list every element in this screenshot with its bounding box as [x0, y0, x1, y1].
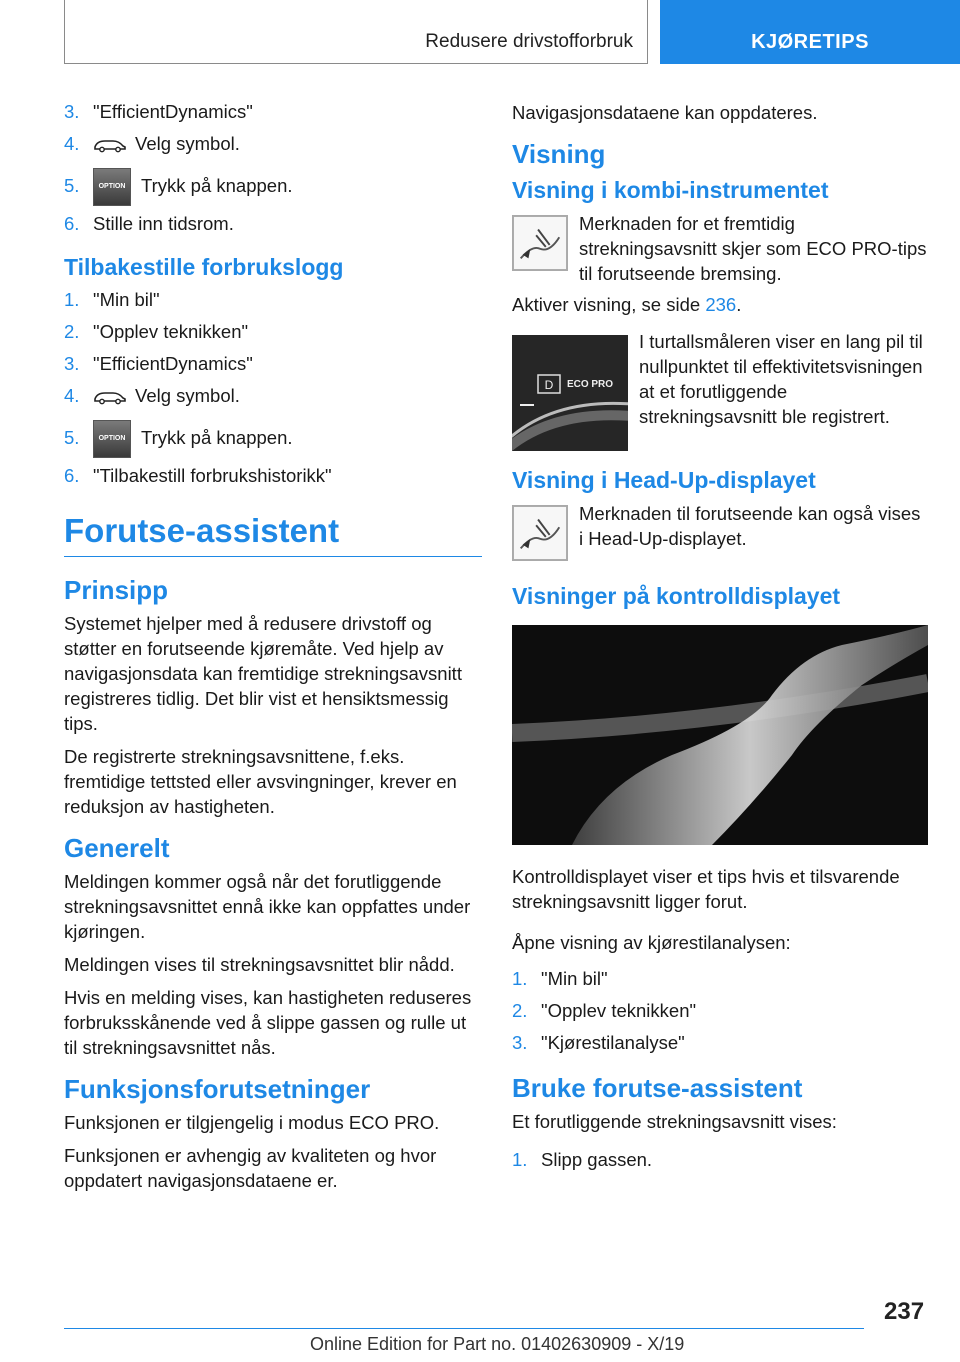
list-text: Velg symbol. — [135, 133, 240, 154]
page-link[interactable]: 236 — [705, 294, 737, 315]
list-item — [64, 288, 482, 312]
car-icon — [93, 389, 127, 405]
text: Aktiver visning, se side — [512, 294, 706, 315]
header-section-title: Redusere drivstofforbruk — [425, 31, 633, 52]
paragraph: Funksjonen er avhengig av kvaliteten og hvor oppdatert navigasjonsdataene er. — [64, 1145, 437, 1191]
list-number: 6. — [64, 465, 80, 486]
list-text: Trykk på knappen. — [141, 427, 293, 448]
road-display-image — [512, 625, 928, 845]
right-column — [512, 100, 928, 1180]
list-text: Stille inn tidsrom. — [93, 213, 234, 234]
paragraph: Et forutliggende strekningsavsnitt vises: — [512, 1111, 837, 1132]
list-text: Slipp gassen. — [541, 1149, 653, 1170]
list-item — [64, 212, 482, 236]
paragraph: Åpne visning av kjørestilanalysen: — [512, 932, 791, 953]
list-item — [64, 320, 482, 344]
list-text: "EfficientDynamics" — [93, 101, 253, 122]
page-number: 237 — [884, 1298, 925, 1325]
road-warning-icon — [512, 505, 568, 561]
option-button-icon: OPTION — [93, 420, 131, 458]
list-number: 6. — [64, 213, 80, 234]
left-column — [64, 100, 482, 1201]
list-item — [512, 999, 928, 1023]
list-text: "Min bil" — [93, 289, 160, 310]
heading-divider — [64, 556, 482, 557]
list-item — [512, 1031, 928, 1055]
list-text: "Kjørestilanalyse" — [541, 1032, 685, 1053]
paragraph: Meldingen vises til strekningsavsnittet blir nådd. — [64, 954, 455, 975]
list-text: "EfficientDynamics" — [93, 353, 253, 374]
dashboard-text: I turtallsmåleren viser en lang pil til nullpunktet til effektivitetsvisningen at et forutliggende strekningsavsnitt ble registrert. — [639, 331, 923, 427]
list-item — [64, 100, 482, 124]
list-item — [64, 132, 482, 156]
paragraph: De registrerte strekningsavsnittene, f.eks. fremtidige tettsted eller avsvingninger, krever en reduksjon av hastigheten. — [64, 746, 457, 817]
list-item — [64, 352, 482, 376]
list-text: "Min bil" — [541, 968, 608, 989]
header-section-box — [64, 0, 648, 64]
car-icon — [93, 137, 127, 153]
list-text: "Opplev teknikken" — [541, 1000, 697, 1021]
list-item — [512, 967, 928, 991]
paragraph: Kontrolldisplayet viser et tips hvis et tilsvarende strekningsavsnitt ligger forut. — [512, 866, 900, 912]
paragraph: Funksjonen er tilgjengelig i modus ECO PRO. — [64, 1112, 440, 1133]
option-button-icon: OPTION — [93, 168, 131, 206]
list-number: 5. — [64, 427, 80, 448]
eco-pro-label: ECO PRO — [566, 379, 614, 390]
tachometer-eco-image — [512, 335, 628, 451]
note-text: Merknaden for et fremtidig strekningsavsnitt skjer som ECO PRO-tips til forutseende bremsing. — [579, 213, 927, 284]
road-warning-icon — [512, 215, 568, 271]
gear-indicator: D — [544, 378, 554, 392]
note-kombi — [512, 211, 928, 286]
list-number: 2. — [512, 1000, 528, 1021]
heading-hud: Visning i Head-Up-displayet — [512, 467, 816, 493]
list-number: 1. — [512, 968, 528, 989]
paragraph: Systemet hjelper med å redusere drivstoff og støtter en forutseende kjøremåte. Ved hjelp av navigasjonsdata kan fremtidige strekningsavsnitt registreres tidlig. Det blir vist et hensiktsmessig tips. — [64, 613, 462, 734]
text: . — [736, 294, 742, 315]
list-text: Velg symbol. — [135, 385, 240, 406]
heading-general: Generelt — [64, 833, 170, 863]
list-item — [64, 384, 482, 408]
note-hud — [512, 501, 928, 561]
paragraph: Hvis en melding vises, kan hastigheten reduseres forbruksskånende ved å slippe gassen og rulle ut til strekningsavsnittet nås. — [64, 987, 472, 1058]
dashboard-figure — [512, 329, 928, 445]
footer-edition: Online Edition for Part no. 01402630909 - X/19 — [310, 1334, 685, 1354]
list-item — [64, 164, 482, 208]
list-number: 5. — [64, 175, 80, 196]
heading-prerequisites: Funksjonsforutsetninger — [64, 1074, 371, 1104]
heading-main: Forutse-assistent — [64, 512, 340, 549]
list-number: 3. — [512, 1032, 528, 1053]
heading-principle: Prinsipp — [64, 575, 169, 605]
list-number: 3. — [64, 101, 80, 122]
list-text: Trykk på knappen. — [141, 175, 293, 196]
header-chapter-tab[interactable] — [660, 0, 960, 64]
header-chapter-label: KJØRETIPS — [751, 31, 869, 53]
list-item — [64, 416, 482, 460]
list-text: "Tilbakestill forbrukshistorikk" — [93, 465, 332, 486]
heading-use: Bruke forutse-assistent — [512, 1073, 803, 1103]
paragraph: Meldingen kommer også når det forutliggende strekningsavsnittet ennå ikke kan oppfattes under kjøringen. — [64, 871, 471, 942]
list-item — [64, 464, 482, 488]
note-text: Merknaden til forutseende kan også vises i Head-Up-displayet. — [579, 503, 921, 549]
heading-control-display: Visninger på kontrolldisplayet — [512, 583, 841, 609]
list-number: 4. — [64, 385, 80, 406]
paragraph: Navigasjonsdataene kan oppdateres. — [512, 102, 818, 123]
heading-kombi: Visning i kombi-instrumentet — [512, 177, 829, 203]
list-item — [512, 1148, 928, 1172]
list-number: 1. — [64, 289, 80, 310]
list-number: 4. — [64, 133, 80, 154]
heading-display: Visning — [512, 139, 606, 169]
list-number: 3. — [64, 353, 80, 374]
list-text: "Opplev teknikken" — [93, 321, 249, 342]
list-number: 1. — [512, 1149, 528, 1170]
paragraph-activate — [512, 292, 928, 317]
list-number: 2. — [64, 321, 80, 342]
footer-divider — [64, 1328, 864, 1329]
heading-reset-log: Tilbakestille forbrukslogg — [64, 254, 344, 280]
